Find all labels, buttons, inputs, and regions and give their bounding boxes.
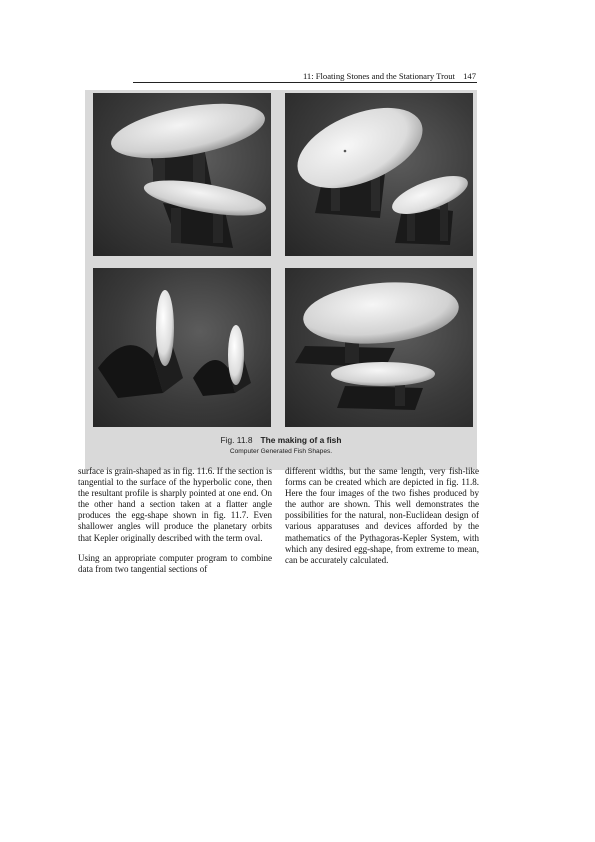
body-column-left — [78, 466, 272, 584]
running-head — [280, 71, 476, 81]
figure-11-8 — [85, 90, 477, 470]
figure-subtitle: Computer Generated Fish Shapes. — [229, 448, 333, 455]
body-column-right — [285, 466, 479, 575]
paragraph: surface is grain-shaped as in fig. 11.6. If the section is tangential to the surface of the hyperbolic cone, then the resultant profile is sharply pointed at one end. On the other hand a section taken at a flatter angle produces the egg-shape shown in fig. 11.7. Even shallower angles will produce the planetary orbits that Kepler originally described with the term oval. — [78, 466, 272, 543]
page-number: 147 — [463, 71, 476, 81]
figure-caption — [85, 435, 477, 445]
chapter-title: 11: Floating Stones and the Stationary Trout — [302, 71, 455, 81]
paragraph: Using an appropriate computer program to combine data from two tangential sections of — [78, 552, 272, 574]
paragraph: different widths, but the same length, very fish-like forms can be created which are depicted in fig. 11.8. Here the four images of the two fishes produced by the author are shown. This well demonstrates the possibilities for the natural, non-Euclidean design of various apparatuses and devices afforded by the mathematics of the Pythagoras-Kepler System, with which any desired egg-shape, from extreme to mean, can be accurately calculated. — [285, 466, 479, 565]
figure-title: The making of a fish — [260, 435, 342, 445]
figure-number: Fig. 11.8 — [220, 435, 253, 445]
header-rule — [133, 82, 477, 83]
fish-photo-bottom-right — [285, 268, 473, 427]
fish-photo-top-right — [285, 93, 473, 256]
fish-photo-top-left — [93, 93, 271, 256]
fish-photo-bottom-left — [93, 268, 271, 427]
